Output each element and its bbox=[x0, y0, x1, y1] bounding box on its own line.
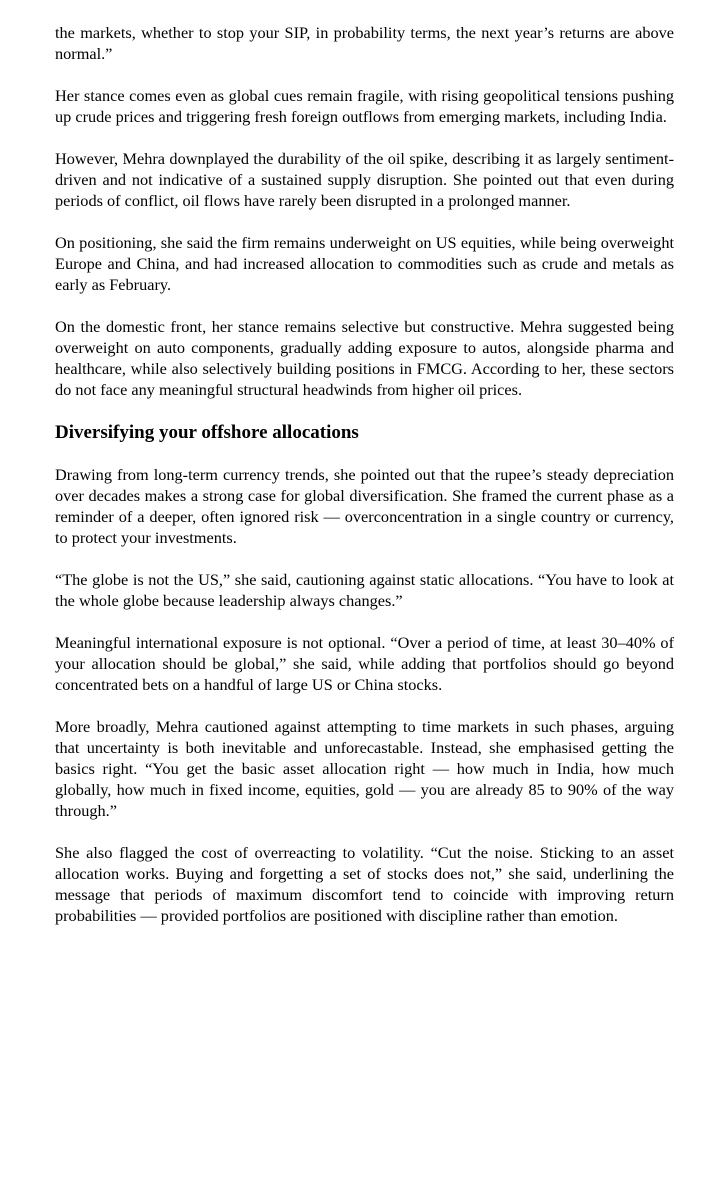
section-heading: Diversifying your offshore allocations bbox=[55, 422, 359, 443]
article-body bbox=[55, 22, 674, 947]
paragraph-domestic-front: On the domestic front, her stance remains selective but constructive. Mehra suggested being overweight on auto components, gradually adding exposure to autos, alongside pharma and healthcare, while also selectively building positions in FMCG. According to her, these sectors do not face any meaningful structural headwinds from higher oil prices. bbox=[55, 317, 674, 399]
paragraph-timing-markets: More broadly, Mehra cautioned against attempting to time markets in such phases, arguing that uncertainty is both inevitable and unforecastable. Instead, she emphasised getting the basics right. “You get the basic asset allocation right — how much in India, how much globally, how much in fixed income, equities, gold — you are already 85 to 90% of the way through.” bbox=[55, 717, 674, 820]
paragraph-global-cues: Her stance comes even as global cues remain fragile, with rising geopolitical tensions pushing up crude prices and triggering fresh foreign outflows from emerging markets, including India. bbox=[55, 86, 674, 126]
paragraph-sip-returns: the markets, whether to stop your SIP, in probability terms, the next year’s returns are above normal.” bbox=[55, 23, 674, 63]
paragraph-currency-trends: Drawing from long-term currency trends, she pointed out that the rupee’s steady depreciation over decades makes a strong case for global diversification. She framed the current phase as a reminder of a deeper, often ignored risk — overconcentration in a single country or currency, to protect your investments. bbox=[55, 465, 674, 547]
paragraph-positioning: On positioning, she said the firm remains underweight on US equities, while being overweight Europe and China, and had increased allocation to commodities such as crude and metals as early as February. bbox=[55, 233, 674, 294]
paragraph-oil-spike: However, Mehra downplayed the durability of the oil spike, describing it as largely sentiment-driven and not indicative of a sustained supply disruption. She pointed out that even during periods of conflict, oil flows have rarely been disrupted in a prolonged manner. bbox=[55, 149, 674, 210]
paragraph-globe-quote: “The globe is not the US,” she said, cautioning against static allocations. “You have to look at the whole globe because leadership always changes.” bbox=[55, 570, 674, 610]
paragraph-international-exposure: Meaningful international exposure is not optional. “Over a period of time, at least 30–40% of your allocation should be global,” she said, while adding that portfolios should go beyond concentrated bets on a handful of large US or China stocks. bbox=[55, 633, 674, 694]
paragraph-volatility: She also flagged the cost of overreacting to volatility. “Cut the noise. Sticking to an asset allocation works. Buying and forgetting a set of stocks does not,” she said, underlining the message that periods of maximum discomfort tend to coincide with improving return probabilities — provided portfolios are positioned with discipline rather than emotion. bbox=[55, 843, 674, 925]
